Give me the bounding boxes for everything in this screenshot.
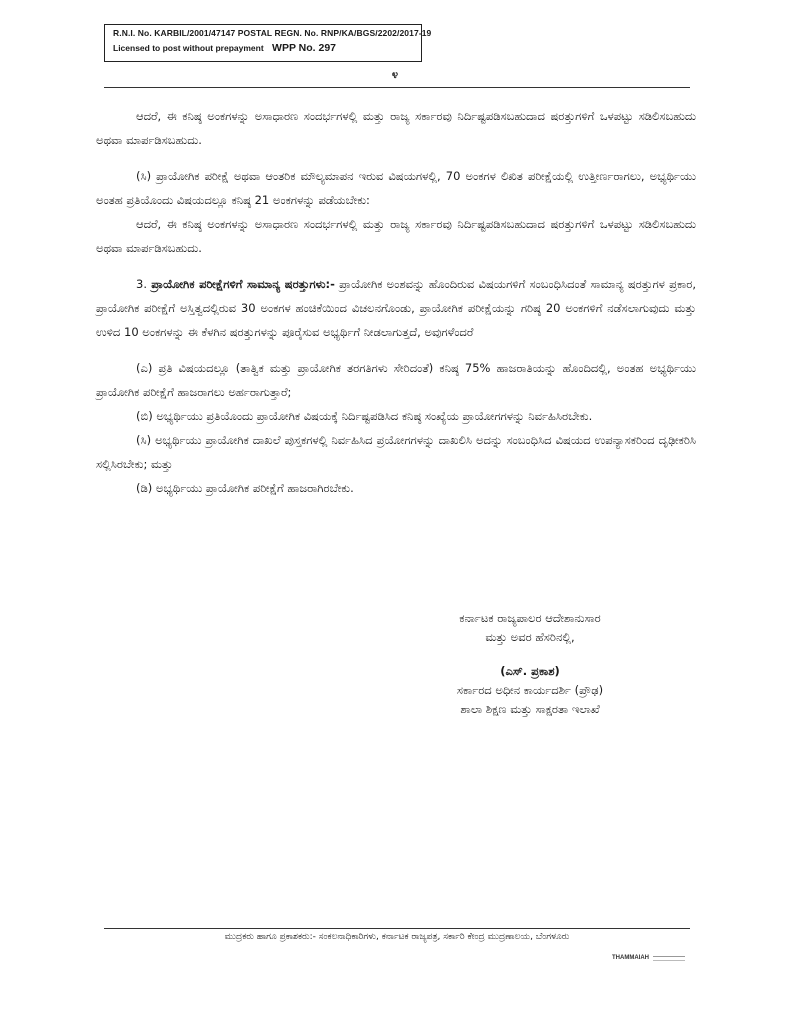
operator-mark (612, 955, 685, 961)
license-text: Licensed to post without prepayment (113, 43, 264, 53)
operator-mark-text: THAMMAIAH (612, 955, 649, 961)
list-item-d: (ಡಿ) ಅಭ್ಯರ್ಥಿಯು ಪ್ರಾಯೋಗಿಕ ಪರೀಕ್ಷೆಗೆ ಹಾಜರಾಗಿರಬೇಕು. (136, 481, 354, 495)
page-number: ೪ (391, 68, 399, 81)
list-item-c: (ಸಿ) ಅಭ್ಯರ್ಥಿಯು ಪ್ರಾಯೋಗಿಕ ದಾಖಲೆ ಪುಸ್ತಕಗಳಲ್ಲಿ ನಿರ್ವಹಿಸಿದ ಪ್ರಯೋಗಗಳನ್ನು ದಾಖಲಿಸಿ ಅದನ್ನು ಸಂಬಂಧಿಸಿದ ವಿಷಯದ ಉಪನ್ಯಾಸಕರಿಂದ ದೃಢೀಕರಿಸಿ ಸಲ್ಲಿಸಿರಬೇಕು; ಮತ್ತು (96, 433, 696, 471)
document-body (96, 104, 696, 500)
registration-number: R.N.I. No. KARBIL/2001/47147 POSTAL REGN. No. RNP/KA/BGS/2202/2017-19 (113, 28, 432, 38)
signatory-name: (ಎಸ್. ಪ್ರಕಾಶ) (500, 664, 560, 678)
section-text: ಪ್ರಾಯೋಗಿಕ ಅಂಶವನ್ನು ಹೊಂದಿರುವ ವಿಷಯಗಳಿಗೆ ಸಂಬಂಧಿಸಿದಂತೆ ಸಾಮಾನ್ಯ ಷರತ್ತುಗಳ ಪ್ರಕಾರ, ಪ್ರಾಯೋಗಿಕ ಪರೀಕ್ಷೆಗೆ ಅಸ್ತಿತ್ವದಲ್ಲಿರುವ 30 ಅಂಕಗಳ ಹಂಚಿಕೆಯಿಂದ ವಿಚಲನಗೊಂಡು, ಪ್ರಾಯೋಗಿಕ ಪರೀಕ್ಷೆಯನ್ನು ಗರಿಷ್ಠ 20 ಅಂಕಗಳಿಗೆ ನಡೆಸಲಾಗುವುದು ಮತ್ತು ಉಳಿದ 10 ಅಂಕಗಳನ್ನು ಈ ಕೆಳಗಿನ ಷರತ್ತುಗಳನ್ನು ಪೂರೈಸುವ ಅಭ್ಯರ್ಥಿಗೆ ನೀಡಲಾಗುತ್ತದೆ, ಅವುಗಳೆಂದರೆ (96, 277, 697, 339)
license-line (113, 42, 413, 54)
list-item-a: (ಎ) ಪ್ರತಿ ವಿಷಯದಲ್ಲೂ (ತಾತ್ವಿಕ ಮತ್ತು ಪ್ರಾಯೋಗಿಕ ತರಗತಿಗಳು ಸೇರಿದಂತೆ) ಕನಿಷ್ಠ 75% ಹಾಜರಾತಿಯನ್ನು ಹೊಂದಿದಲ್ಲಿ, ಅಂತಹ ಅಭ್ಯರ್ಥಿಯು ಪ್ರಾಯೋಗಿಕ ಪರೀಕ್ಷೆಗೆ ಹಾಜರಾಗಲು ಅರ್ಹರಾಗುತ್ತಾರೆ; (96, 361, 696, 399)
order-line-2: ಮತ್ತು ಅವರ ಹೆಸರಿನಲ್ಲಿ, (485, 630, 575, 644)
wpp-number: WPP No. 297 (272, 42, 337, 54)
list-item-b: (ಬಿ) ಅಭ್ಯರ್ಥಿಯು ಪ್ರತಿಯೊಂದು ಪ್ರಾಯೋಗಿಕ ವಿಷಯಕ್ಕೆ ನಿರ್ದಿಷ್ಟಪಡಿಸಿದ ಕನಿಷ್ಠ ಸಂಖ್ಯೆಯ ಪ್ರಾಯೋಗಗಳನ್ನು ನಿರ್ವಹಿಸಿರಬೇಕು. (136, 409, 593, 423)
section-number: 3. (136, 277, 147, 291)
registration-box (104, 24, 432, 62)
signatory-designation: ಸರ್ಕಾರದ ಅಧೀನ ಕಾರ್ಯದರ್ಶಿ (ಪ್ರೌಢ) (456, 683, 604, 697)
order-block (400, 609, 660, 647)
order-line-1: ಕರ್ನಾಟಕ ರಾಜ್ಯಪಾಲರ ಆದೇಶಾನುಸಾರ (459, 611, 601, 625)
paragraph-practical-conditions (96, 272, 696, 344)
operator-mark-line (653, 956, 685, 961)
header-divider (104, 87, 690, 88)
signatory-department: ಶಾಲಾ ಶಿಕ್ಷಣ ಮತ್ತು ಸಾಕ್ಷರತಾ ಇಲಾಖೆ (460, 702, 600, 716)
paragraph-c-internal-assessment: (ಸಿ) ಪ್ರಾಯೋಗಿಕ ಪರೀಕ್ಷೆ ಅಥವಾ ಆಂತರಿಕ ಮೌಲ್ಯಮಾಪನ ಇರುವ ವಿಷಯಗಳಲ್ಲಿ, 70 ಅಂಕಗಳ ಲಿಖಿತ ಪರೀಕ್ಷೆಯಲ್ಲಿ ಉತ್ತೀರ್ಣರಾಗಲು, ಅಭ್ಯರ್ಥಿಯು ಅಂತಹ ಪ್ರತಿಯೊಂದು ವಿಷಯದಲ್ಲೂ ಕನಿಷ್ಠ 21 ಅಂಕಗಳನ್ನು ಪಡೆಯಬೇಕು: (96, 169, 696, 207)
paragraph-relaxation-1: ಆದರೆ, ಈ ಕನಿಷ್ಠ ಅಂಕಗಳನ್ನು ಅಸಾಧಾರಣ ಸಂದರ್ಭಗಳಲ್ಲಿ ಮತ್ತು ರಾಜ್ಯ ಸರ್ಕಾರವು ನಿರ್ದಿಷ್ಟಪಡಿಸಬಹುದಾದ ಷರತ್ತುಗಳಿಗೆ ಒಳಪಟ್ಟು ಸಡಿಲಿಸಬಹುದು ಅಥವಾ ಮಾರ್ಪಡಿಸಬಹುದು. (96, 109, 696, 147)
printer-line: ಮುದ್ರಕರು ಹಾಗೂ ಪ್ರಕಾಶಕರು:- ಸಂಕಲನಾಧಿಕಾರಿಗಳು, ಕರ್ನಾಟಕ ರಾಜ್ಯಪತ್ರ, ಸರ್ಕಾರಿ ಕೇಂದ್ರ ಮುದ್ರಣಾಲಯ, ಬೆಂಗಳೂರು (224, 932, 570, 942)
paragraph-relaxation-2: ಆದರೆ, ಈ ಕನಿಷ್ಠ ಅಂಕಗಳನ್ನು ಅಸಾಧಾರಣ ಸಂದರ್ಭಗಳಲ್ಲಿ ಮತ್ತು ರಾಜ್ಯ ಸರ್ಕಾರವು ನಿರ್ದಿಷ್ಟಪಡಿಸಬಹುದಾದ ಷರತ್ತುಗಳಿಗೆ ಒಳಪಟ್ಟು ಸಡಿಲಿಸಬಹುದು ಅಥವಾ ಮಾರ್ಪಡಿಸಬಹುದು. (96, 217, 696, 255)
footer-divider (104, 928, 690, 929)
section-heading: ಪ್ರಾಯೋಗಿಕ ಪರೀಕ್ಷೆಗಳಿಗೆ ಸಾಮಾನ್ಯ ಷರತ್ತುಗಳು:- (151, 277, 335, 291)
signatory-block (400, 662, 660, 719)
